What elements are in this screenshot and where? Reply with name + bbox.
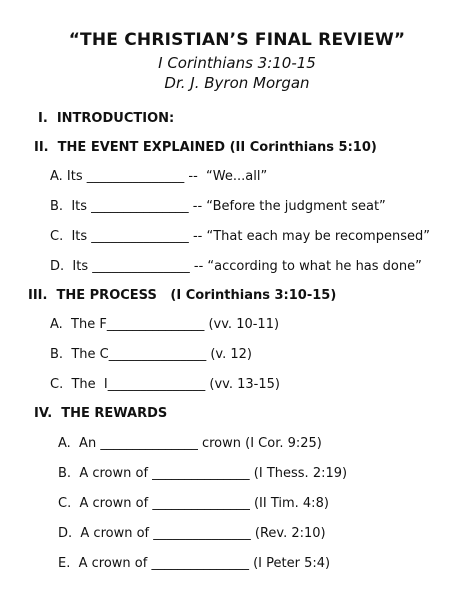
reward-item-c: C. A crown of _______________ (II Tim. 4:8) [58,496,329,511]
reward-item-e: E. A crown of _______________ (I Peter 5:4) [58,556,331,571]
section-event-explained: II. THE EVENT EXPLAINED (II Corinthians 5:10) [34,140,377,155]
event-item-d: D. Its _______________ -- “according to what he has done” [50,259,422,274]
reward-item-d: D. A crown of _______________ (Rev. 2:10) [58,526,326,541]
process-item-b: B. The C_______________ (v. 12) [50,347,252,362]
process-item-a: A. The F_______________ (vv. 10-11) [50,317,280,332]
section-rewards: IV. THE REWARDS [34,406,168,421]
event-item-c: C. Its _______________ -- “That each may be recompensed” [50,229,430,244]
author-name: Dr. J. Byron Morgan [164,74,310,92]
event-item-a: A. Its _______________ -- “We...all” [50,169,268,184]
scripture-reference: I Corinthians 3:10-15 [158,54,316,72]
section-introduction: I. INTRODUCTION: [38,111,175,126]
reward-item-a: A. An _______________ crown (I Cor. 9:25) [58,436,322,451]
section-process: III. THE PROCESS (I Corinthians 3:10-15) [28,288,337,303]
process-item-c: C. The I_______________ (vv. 13-15) [50,377,280,392]
document-title: “THE CHRISTIAN’S FINAL REVIEW” [68,30,406,50]
reward-item-b: B. A crown of _______________ (I Thess. 2:19) [58,466,348,481]
event-item-b: B. Its _______________ -- “Before the judgment seat” [50,199,386,214]
